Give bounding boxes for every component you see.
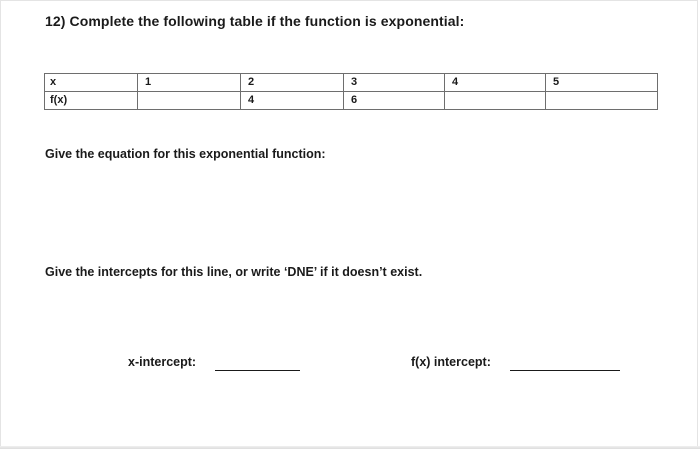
table-cell: 3	[344, 74, 445, 92]
table-row-fx	[45, 92, 658, 110]
table-cell: 1	[138, 74, 241, 92]
x-intercept-label: x-intercept:	[128, 355, 197, 369]
answer-cell[interactable]	[445, 92, 546, 110]
equation-prompt: Give the equation for this exponential function:	[45, 147, 326, 161]
table-cell: 6	[344, 92, 445, 110]
table-cell: 4	[445, 74, 546, 92]
table-cell: 2	[241, 74, 344, 92]
table-row-x	[45, 74, 658, 92]
question-title: 12) Complete the following table if the function is exponential:	[45, 13, 465, 29]
answer-cell[interactable]	[138, 92, 241, 110]
fx-intercept-blank[interactable]	[510, 370, 620, 371]
values-table	[44, 73, 658, 110]
row-header-x: x	[45, 74, 138, 92]
row-header-fx: f(x)	[45, 92, 138, 110]
x-intercept-blank[interactable]	[215, 370, 300, 371]
fx-intercept-label: f(x) intercept:	[411, 355, 491, 369]
answer-cell[interactable]	[546, 92, 658, 110]
intercepts-prompt: Give the intercepts for this line, or write ‘DNE’ if it doesn’t exist.	[45, 265, 423, 279]
table-cell: 4	[241, 92, 344, 110]
table-cell: 5	[546, 74, 658, 92]
